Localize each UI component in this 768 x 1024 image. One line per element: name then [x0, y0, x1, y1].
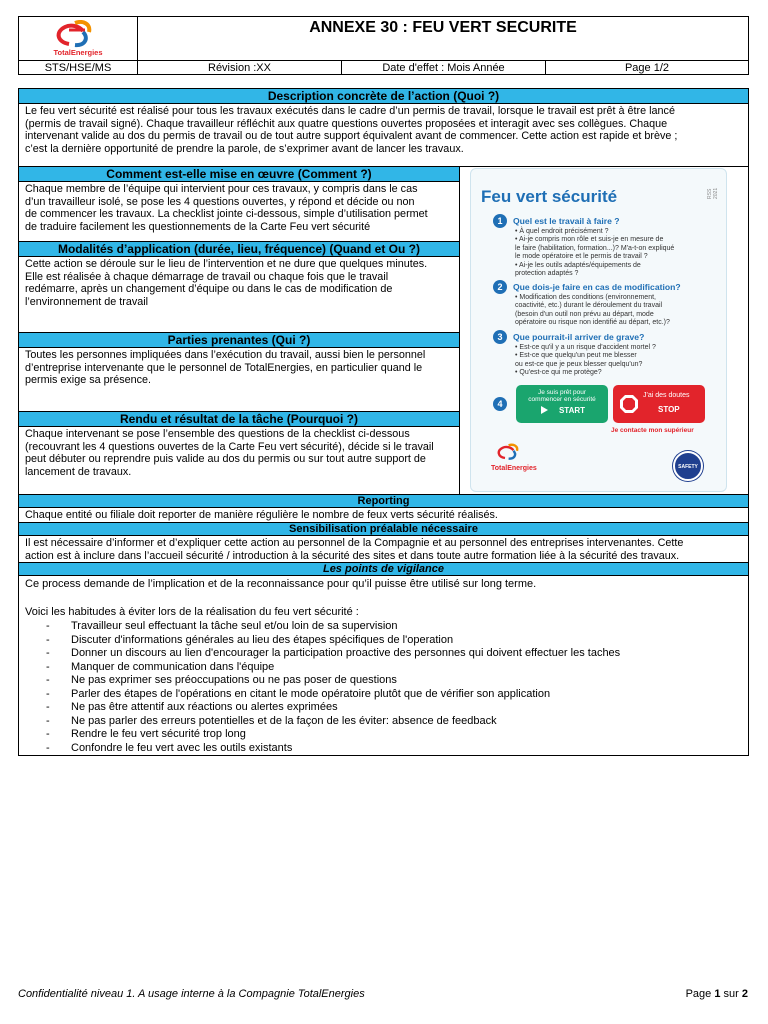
text-line: de commencer les travaux. La checklist jointe ci-dessous, simple d’utilisation permet — [25, 208, 428, 221]
question-item: protection adaptés ? — [515, 270, 579, 278]
text-line: permis exige sa présence. — [25, 374, 152, 387]
question-item: • À quel endroit précisément ? — [515, 228, 609, 235]
section-sensibilisation-text — [19, 536, 748, 562]
question-item: • Est-ce que quelqu'un peut me blesser — [515, 352, 637, 360]
stop-line: J'ai des doutes — [643, 392, 690, 399]
section-parties-title: Parties prenantes (Qui ?) — [19, 332, 459, 348]
question-item: • Qu'est-ce qui me protège? — [515, 369, 602, 377]
question-items — [515, 344, 725, 378]
text-line: action est à inclure dans l’accueil sécurité / introduction à la sécurité des sites et dans toute autre formation liée à la sécurité des travaux. — [25, 549, 680, 562]
card-brand: TotalEnergies — [491, 465, 537, 472]
question-item: coactivité, etc.) durant le déroulement du travail — [515, 302, 663, 310]
safety-badge-label: SAFETY — [678, 464, 698, 470]
question-items — [515, 228, 725, 278]
header-title-cell — [137, 16, 749, 61]
text-line: Cette action se déroule sur le lieu de l’intervention et ne dure que quelques minutes. — [25, 258, 428, 270]
section-comment-text — [19, 182, 459, 240]
text-line: d’entreprise intervenante que le personnel de TotalEnergies, en particulier quand le — [25, 361, 423, 374]
list-item: - Confondre le feu vert avec les outils existants — [19, 742, 748, 756]
header-brand: TotalEnergies — [53, 48, 103, 57]
section-reporting-text: Chaque entité ou filiale doit reporter de manière régulière le nombre de feux verts sécurité réalisés. — [25, 509, 498, 521]
list-item: - Ne pas exprimer ses préoccupations ou ne pas poser de questions — [19, 674, 748, 688]
start-line: Je suis prêt pour — [537, 389, 587, 396]
footer-page-word: Page — [685, 988, 712, 1000]
vigilance-intro: Ce process demande de l’implication et de la reconnaissance pour qu’il puisse être utilisé sur long terme. — [25, 578, 537, 590]
header-revision: Révision :XX — [137, 60, 342, 75]
text-line: l’environnement de travail — [25, 295, 149, 308]
question-item: le mode opératoire et le permis de travail ? — [515, 253, 648, 261]
question-item: opératoire ou risque non identifié au départ, etc.)? — [515, 319, 670, 327]
start-button — [516, 385, 608, 423]
text-line: Elle est réalisée à chaque démarrage de travail ou chaque fois que le travail — [25, 270, 389, 283]
text-line: d’un travailleur isolé, se pose les 4 questions ouvertes, y répond et décide ou non — [25, 195, 415, 208]
text-line: redémarre, après un changement d’équipe ou dans le cas de modification de — [25, 283, 393, 296]
question-item: (besoin d'un outil non prévu au départ, mode — [515, 310, 654, 318]
question-item: le faire (habilitation, formation...)? M'a-t-on expliqué — [515, 244, 675, 252]
section-sensibilisation-title: Sensibilisation préalable nécessaire — [19, 522, 748, 536]
text-line: Chaque membre de l’équipe qui intervient pour ces travaux, y compris dans le cas — [25, 183, 418, 195]
feu-vert-card — [470, 168, 727, 492]
question-number: 1 — [493, 214, 507, 228]
text-line: Toutes les personnes impliquées dans l’exécution du travail, aussi bien le personnel — [25, 349, 426, 361]
section-vigilance-body — [19, 577, 748, 755]
section-modalites-text — [19, 257, 459, 331]
text-line: de traduire facilement les questionnements de la Carte Feu vert sécurité — [25, 220, 371, 233]
list-item: - Discuter d'informations générales au lieu des étapes spécifiques de l'operation — [19, 634, 748, 648]
list-item: - Ne pas parler des erreurs potentielles et de la façon de les éviter: absence de feedback — [19, 715, 748, 729]
footer-page-sep: sur — [723, 988, 739, 1000]
header-logo-cell — [18, 16, 138, 61]
question-title: Quel est le travail à faire ? — [513, 216, 620, 226]
section-quoi-title: Description concrète de l’action (Quoi ?) — [19, 89, 748, 104]
section-rendu-text — [19, 427, 459, 493]
text-line: peut débuter ou reprendre puis valide au dos du permis ou sur tout autre support de — [25, 453, 426, 466]
footer-page-total: 2 — [741, 988, 748, 1000]
list-item: - Travailleur seul effectuant la tâche seul et/ou loin de sa supervision — [19, 620, 748, 634]
list-item: - Manquer de communication dans l'équipe — [19, 661, 748, 675]
section-comment-title: Comment est-elle mise en œuvre (Comment ?) — [19, 167, 459, 182]
start-label: START — [558, 405, 586, 415]
vigilance-list — [19, 620, 748, 755]
question-item: ou est-ce que je peux blesser quelqu'un? — [515, 360, 643, 368]
question-item: • Modification des conditions (environnement, — [515, 294, 656, 301]
text-line: (permis de travail signé). Chaque travailleur réfléchit aux quatre questions ouvertes proposées et interagit avec ses collègues. Chaque — [25, 117, 668, 130]
totalenergies-logo-icon — [493, 441, 529, 463]
list-item: - Parler des étapes de l'opérations en citant le mode opératoire plutôt que de vérifier son application — [19, 688, 748, 702]
question-item: • Ai-je compris mon rôle et suis-je en mesure de — [515, 236, 664, 244]
section-rendu-title: Rendu et résultat de la tâche (Pourquoi ?) — [19, 411, 459, 427]
footer-page — [660, 988, 748, 1000]
text-line: Chaque intervenant se pose l’ensemble des questions de la checklist ci-dessous — [25, 428, 410, 440]
question-number: 3 — [493, 330, 507, 344]
question-number: 2 — [493, 280, 507, 294]
header-page: Page 1/2 — [545, 60, 749, 75]
stop-label: STOP — [658, 405, 680, 414]
text-line: lancement de travaux. — [25, 465, 132, 478]
card-title: Feu vert sécurité — [481, 187, 618, 206]
stop-button — [613, 385, 705, 423]
text-line: (recouvrant les 4 questions ouvertes de la Carte Feu vert sécurité), décide si le travail — [25, 440, 434, 453]
safety-badge — [673, 451, 703, 481]
divider — [459, 166, 460, 494]
question-number: 4 — [493, 397, 507, 411]
footer-page-num: 1 — [714, 988, 721, 1000]
list-item: - Donner un discours au lien d'encourager la participation proactive des personnes qui doivent effectuer les taches — [19, 647, 748, 661]
header-date: Date d'effet : Mois Année — [341, 60, 546, 75]
question-item: • Est-ce qu'il y a un risque d'accident mortel ? — [515, 344, 656, 351]
text-line: Le feu vert sécurité est réalisé pour tous les travaux exécutés dans le cadre d’un permis de travail, lorsque le travail est prêt à être lancé — [25, 105, 675, 117]
play-icon — [539, 405, 549, 415]
footer-confidentiality: Confidentialité niveau 1. A usage interne à la Compagnie TotalEnergies — [18, 988, 365, 1000]
vigilance-lead: Voici les habitudes à éviter lors de la réalisation du feu vert sécurité : — [25, 605, 359, 618]
question-title: Que pourrait-il arriver de grave? — [513, 332, 645, 342]
totalenergies-logo-icon — [49, 20, 109, 48]
question-item: • Ai-je les outils adaptés/équipements de — [515, 261, 641, 269]
section-quoi-text — [19, 104, 748, 164]
section-vigilance-title: Les points de vigilance — [19, 562, 748, 576]
text-line: c’est la dernière opportunité de prendre la parole, de s’exprimer avant de lancer les travaux. — [25, 142, 464, 155]
section-modalites-title: Modalités d’application (durée, lieu, fréquence) (Quand et Ou ?) — [19, 241, 459, 257]
text-line: intervenant valide au dos du permis de travail ou de tout autre support équivalent avant de commencer. Cette action est rapide et brève ; — [25, 130, 678, 143]
list-item: - Rendre le feu vert sécurité trop long — [19, 728, 748, 742]
question-items — [515, 294, 725, 328]
section-reporting-title: Reporting — [19, 494, 748, 508]
text-line: Il est nécessaire d’informer et d’expliquer cette action au personnel de la Compagnie et au personnel des entreprises intervenantes. Cette — [25, 537, 684, 549]
page-title: ANNEXE 30 : FEU VERT SECURITE — [309, 19, 577, 36]
question-title: Que dois-je faire en cas de modification? — [513, 282, 681, 292]
header-ref: STS/HSE/MS — [18, 60, 138, 75]
card-side-code: RSS 2021 — [707, 187, 719, 199]
section-parties-text — [19, 348, 459, 410]
list-item: - Ne pas être attentif aux réactions ou alertes exprimées — [19, 701, 748, 715]
stop-sign-icon — [619, 394, 639, 414]
contact-text: Je contacte mon supérieur — [611, 427, 694, 434]
start-line: commencer en sécurité — [528, 396, 596, 403]
